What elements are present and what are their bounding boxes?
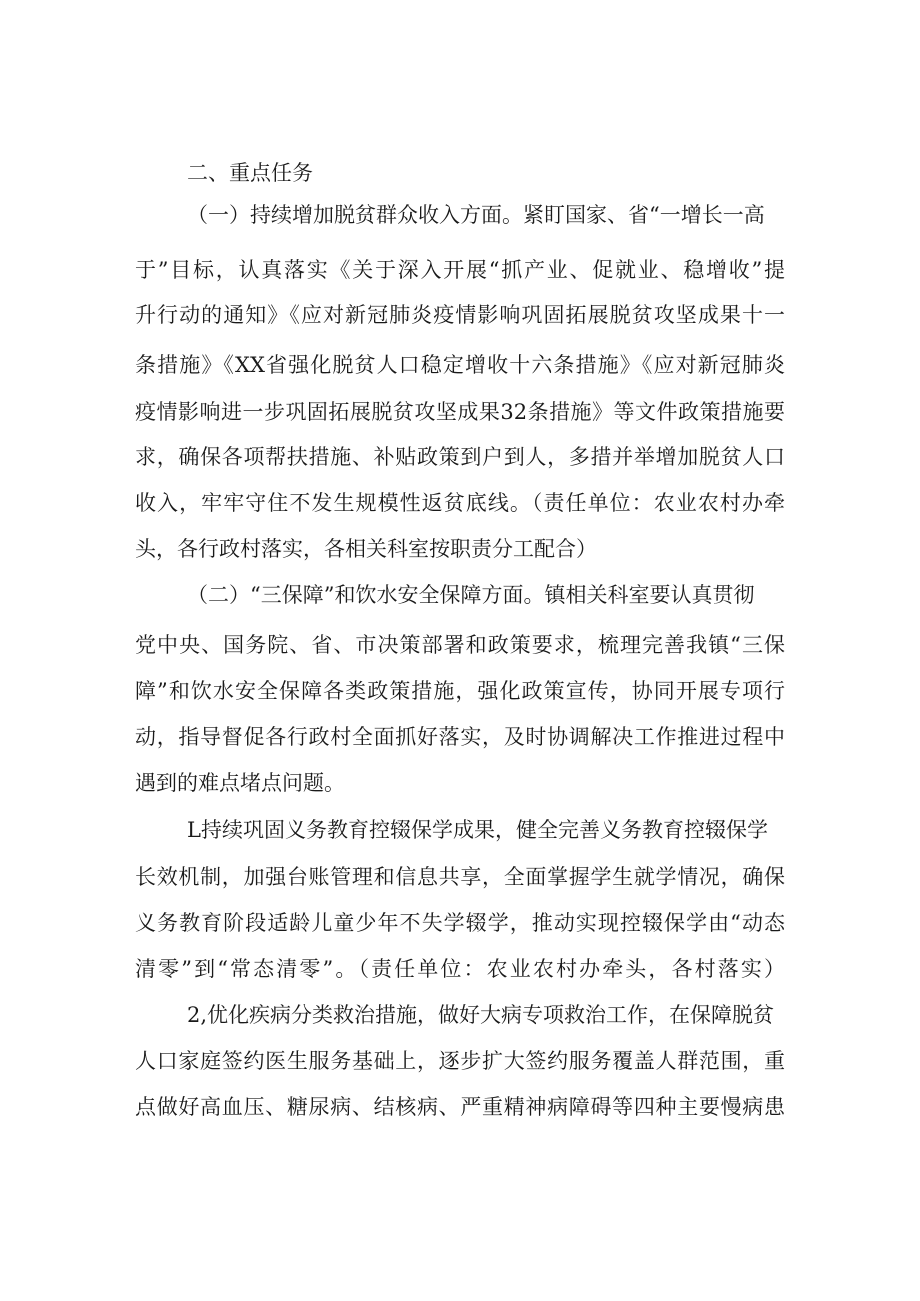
paragraph-1-line-5: 疫情影响进一步巩固拓展脱贫攻坚成果32条措施》等文件政策措施要	[135, 400, 785, 424]
paragraph-1-line-1: （一）持续增加脱贫群众收入方面。紧盯国家、省“一增长一高	[187, 203, 765, 227]
section-heading: 二、重点任务	[187, 161, 313, 185]
paragraph-2-line-5: 遇到的难点堵点问题。	[135, 771, 345, 795]
paragraph-2-line-1: （二）“三保障”和饮水安全保障方面。镇相关科室要认真贯彻	[187, 583, 755, 607]
paragraph-1-line-2: 于”目标，认真落实《关于深入开展“抓产业、促就业、稳增收”提	[135, 258, 785, 282]
paragraph-2-line-3: 障”和饮水安全保障各类政策措施，强化政策宣传，协同开展专项行	[135, 679, 785, 703]
paragraph-1-line-8: 头，各行政村落实，各相关科室按职责分工配合）	[135, 537, 597, 561]
paragraph-4-line-3: 点做好高血压、糖尿病、结核病、严重精神病障碍等四种主要慢病患	[135, 1095, 785, 1119]
paragraph-3-line-3: 义务教育阶段适龄儿童少年不失学辍学，推动实现控辍保学由“动态	[135, 911, 785, 935]
paragraph-1-line-7: 收入，牢牢守住不发生规模性返贫底线。（责任单位：农业农村办牵	[135, 491, 785, 515]
paragraph-1-line-6: 求，确保各项帮扶措施、补贴政策到户到人，多措并举增加脱贫人口	[135, 445, 785, 469]
paragraph-3-line-2: 长效机制，加强台账管理和信息共享，全面掌握学生就学情况，确保	[135, 865, 785, 889]
paragraph-3-line-4: 清零”到“常态清零”。（责任单位：农业农村办牵头，各村落实）	[135, 957, 785, 981]
paragraph-2-line-4: 动，指导督促各行政村全面抓好落实，及时协调解决工作推进过程中	[135, 725, 785, 749]
paragraph-1-line-4: 条措施》《XX省强化脱贫人口稳定增收十六条措施》《应对新冠肺炎	[135, 353, 785, 377]
paragraph-1-line-3: 升行动的通知》《应对新冠肺炎疫情影响巩固拓展脱贫攻坚成果十一	[135, 303, 785, 327]
paragraph-2-line-2: 党中央、国务院、省、市决策部署和政策要求，梳理完善我镇“三保	[135, 633, 785, 657]
paragraph-4-line-2: 人口家庭签约医生服务基础上，逐步扩大签约服务覆盖人群范围，重	[135, 1049, 785, 1073]
paragraph-3-line-1: L持续巩固义务教育控辍保学成果，健全完善义务教育控辍保学	[187, 818, 768, 842]
paragraph-4-line-1: 2,优化疾病分类救治措施，做好大病专项救治工作，在保障脱贫	[187, 1003, 775, 1027]
